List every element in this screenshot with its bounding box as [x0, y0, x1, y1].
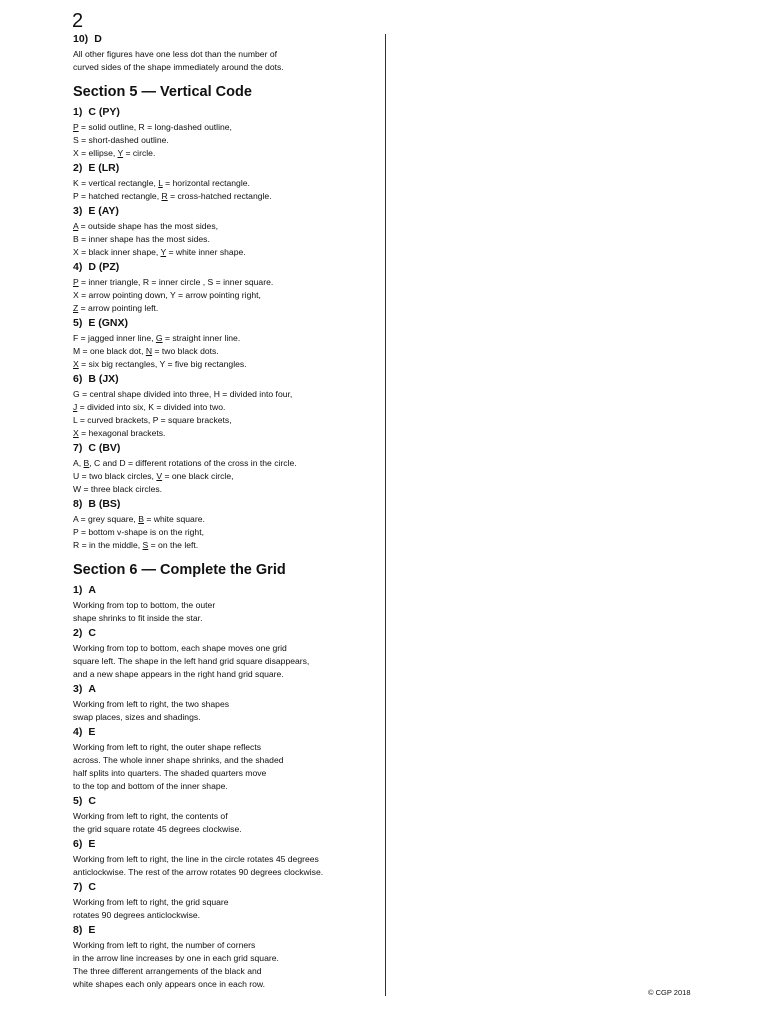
text-segment: M = one black dot, — [73, 346, 146, 356]
explanation-line — [73, 147, 373, 160]
question-heading — [73, 205, 373, 218]
explanation-line: in the arrow line increases by one in each grid square. — [73, 953, 279, 963]
text-segment: = inner triangle, R = inner circle , S = inner square. — [78, 277, 274, 287]
question-heading — [73, 106, 373, 119]
explanation-line — [73, 134, 373, 147]
text-segment: = one black circle, — [162, 471, 234, 481]
text-segment: = solid outline, R = long-dashed outline, — [78, 122, 232, 132]
question-answer: B (JX) — [88, 373, 119, 385]
text-segment: = two black dots. — [152, 346, 219, 356]
explanation-line — [73, 414, 373, 427]
answer-item — [73, 162, 373, 203]
question-answer: E (LR) — [88, 162, 120, 174]
text-segment: R = in the middle, — [73, 540, 143, 550]
question-number: 4) — [73, 726, 83, 738]
question-answer: C — [88, 795, 96, 807]
answer-item — [73, 106, 373, 160]
answer-item — [73, 838, 373, 879]
text-segment: L = curved brackets, P = square brackets, — [73, 415, 232, 425]
column-divider — [385, 34, 386, 996]
question-number: 7) — [73, 442, 83, 454]
question-heading — [73, 627, 373, 640]
explanation-line: Working from left to right, the grid square — [73, 897, 229, 907]
question-number: 7) — [73, 881, 83, 893]
explanation-line: rotates 90 degrees anticlockwise. — [73, 910, 201, 920]
question-number: 8) — [73, 498, 83, 510]
code-letter: V — [156, 471, 163, 481]
text-segment: S = short-dashed outline. — [73, 135, 169, 145]
question-answer: E (GNX) — [88, 317, 129, 329]
question-heading — [73, 584, 373, 597]
text-segment: U = two black circles, — [73, 471, 157, 481]
explanation-line — [73, 276, 373, 289]
intro-answer — [73, 33, 373, 74]
text-segment: = cross-hatched rectangle. — [167, 191, 272, 201]
text-segment: = circle. — [123, 148, 156, 158]
question-heading — [73, 726, 373, 739]
explanation-line: half splits into quarters. The shaded quarters move — [73, 768, 267, 778]
text-segment: = arrow pointing left. — [78, 303, 159, 313]
explanation-line — [73, 190, 373, 203]
question-number: 2) — [73, 162, 83, 174]
explanation-line: to the top and bottom of the inner shape. — [73, 781, 228, 791]
question-answer: C — [88, 627, 96, 639]
answer-item — [73, 498, 373, 552]
explanation-line: Working from top to bottom, the outer — [73, 600, 216, 610]
code-letter: S — [142, 540, 149, 550]
code-letter: N — [145, 346, 153, 356]
explanation-line: white shapes each only appears once in each row. — [73, 979, 266, 989]
explanation-line — [73, 388, 373, 401]
explanation-line — [73, 220, 373, 233]
question-number: 5) — [73, 795, 83, 807]
section5-title: Section 5 — Vertical Code — [73, 84, 252, 100]
explanation-line: and a new shape appears in the right hand grid square. — [73, 669, 284, 679]
question-heading — [73, 795, 373, 808]
question-answer: E — [88, 726, 96, 738]
question-number: 4) — [73, 261, 83, 273]
question-number: 1) — [73, 106, 83, 118]
question-number: 5) — [73, 317, 83, 329]
explanation-line — [73, 457, 373, 470]
copyright: © CGP 2018 — [648, 988, 691, 997]
text-segment: W = three black circles. — [73, 484, 163, 494]
answer-item — [73, 205, 373, 259]
code-letter: P — [73, 122, 79, 132]
code-letter: Y — [160, 247, 167, 257]
question-heading — [73, 881, 373, 894]
question-number: 6) — [73, 838, 83, 850]
question-answer: B (BS) — [88, 498, 121, 510]
code-letter: P — [73, 277, 79, 287]
question-answer: A — [88, 584, 96, 596]
question-number: 2) — [73, 627, 83, 639]
question-answer: C (PY) — [88, 106, 120, 118]
question-number: 6) — [73, 373, 83, 385]
explanation-line: Working from left to right, the contents of — [73, 811, 228, 821]
explanation-line — [73, 289, 373, 302]
answer-item — [73, 881, 373, 922]
text-segment: G = central shape divided into three, H = divided into four, — [73, 389, 293, 399]
explanation-line: curved sides of the shape immediately around the dots. — [73, 62, 284, 72]
question-heading — [73, 924, 373, 937]
text-segment: , C and D = different rotations of the cross in the circle. — [89, 458, 297, 468]
code-letter: Y — [117, 148, 124, 158]
explanation-line — [73, 358, 373, 371]
explanation-line: across. The whole inner shape shrinks, and the shaded — [73, 755, 284, 765]
code-letter: B — [138, 514, 144, 524]
explanation-line: the grid square rotate 45 degrees clockwise. — [73, 824, 242, 834]
section5-list — [73, 106, 373, 552]
text-segment: = white inner shape. — [166, 247, 246, 257]
answer-item — [73, 627, 373, 681]
explanation-line: swap places, sizes and shadings. — [73, 712, 201, 722]
text-segment: X = black inner shape, — [73, 247, 161, 257]
text-segment: = outside shape has the most sides, — [78, 221, 218, 231]
answer-item — [73, 726, 373, 793]
answer-item — [73, 261, 373, 315]
code-letter: X — [73, 428, 79, 438]
explanation-line — [73, 539, 373, 552]
code-letter: A — [73, 221, 79, 231]
question-heading — [73, 838, 373, 851]
explanation-line: Working from left to right, the line in the circle rotates 45 degrees — [73, 854, 319, 864]
explanation-line — [73, 332, 373, 345]
answer-item — [73, 317, 373, 371]
text-segment: = white square. — [143, 514, 205, 524]
explanation-line: Working from left to right, the two shapes — [73, 699, 230, 709]
answer-item — [73, 924, 373, 991]
explanation-line — [73, 233, 373, 246]
text-segment: K = vertical rectangle, — [73, 178, 159, 188]
text-segment: = horizontal rectangle. — [162, 178, 250, 188]
explanation-line: Working from top to bottom, each shape moves one grid — [73, 643, 287, 653]
question-heading — [73, 442, 373, 455]
question-answer: E — [88, 924, 96, 936]
explanation-line — [73, 470, 373, 483]
text-segment: = straight inner line. — [162, 333, 241, 343]
section6-list — [73, 584, 373, 991]
explanation-line: All other figures have one less dot than the number of — [73, 49, 277, 59]
explanation-line — [73, 121, 373, 134]
code-letter: G — [155, 333, 163, 343]
text-segment: = divided into six, K = divided into two. — [77, 402, 226, 412]
question-number: 10) — [73, 33, 89, 45]
question-answer: D — [94, 33, 102, 45]
text-segment: A, — [73, 458, 84, 468]
question-heading — [73, 317, 373, 330]
explanation-line: shape shrinks to fit inside the star. — [73, 613, 203, 623]
explanation-line: The three different arrangements of the black and — [73, 966, 262, 976]
explanation-line: Working from left to right, the outer shape reflects — [73, 742, 262, 752]
answer-item — [73, 683, 373, 724]
text-segment: B = inner shape has the most sides. — [73, 234, 210, 244]
text-segment: X = ellipse, — [73, 148, 118, 158]
text-segment: = six big rectangles, Y = five big rectangles. — [78, 359, 247, 369]
explanation-line — [73, 526, 373, 539]
question-heading — [73, 162, 373, 175]
explanation-line — [73, 427, 373, 440]
text-segment: F = jagged inner line, — [73, 333, 156, 343]
question-answer: C — [88, 881, 96, 893]
text-segment: P = hatched rectangle, — [73, 191, 162, 201]
explanation-line — [73, 246, 373, 259]
page-number: 2 — [72, 10, 84, 32]
question-answer: C (BV) — [88, 442, 121, 454]
code-letter: X — [73, 359, 79, 369]
explanation-line — [73, 401, 373, 414]
question-number: 3) — [73, 683, 83, 695]
question-heading — [73, 373, 373, 386]
question-number: 8) — [73, 924, 83, 936]
question-heading — [73, 33, 373, 46]
answer-item — [73, 795, 373, 836]
explanation-line — [73, 513, 373, 526]
code-letter: B — [83, 458, 90, 468]
text-segment: A = grey square, — [73, 514, 139, 524]
explanation-line — [73, 345, 373, 358]
explanation-line — [73, 483, 373, 496]
code-letter: Z — [73, 303, 79, 313]
explanation-line: anticlockwise. The rest of the arrow rotates 90 degrees clockwise. — [73, 867, 324, 877]
text-segment: = on the left. — [148, 540, 199, 550]
section6-title: Section 6 — Complete the Grid — [73, 562, 286, 578]
question-heading — [73, 683, 373, 696]
answer-item — [73, 584, 373, 625]
explanation-line — [73, 302, 373, 315]
question-answer: E — [88, 838, 96, 850]
explanation-line — [73, 177, 373, 190]
code-letter: R — [161, 191, 168, 201]
explanation-line: square left. The shape in the left hand grid square disappears, — [73, 656, 310, 666]
text-segment: X = arrow pointing down, Y = arrow pointing right, — [73, 290, 261, 300]
answer-item — [73, 442, 373, 496]
question-answer: A — [88, 683, 96, 695]
question-heading — [73, 498, 373, 511]
code-letter: J — [73, 402, 78, 412]
text-segment: = hexagonal brackets. — [78, 428, 166, 438]
answer-column — [73, 31, 373, 991]
question-number: 1) — [73, 584, 83, 596]
code-letter: L — [158, 178, 163, 188]
question-heading — [73, 261, 373, 274]
question-answer: D (PZ) — [88, 261, 120, 273]
answer-item — [73, 373, 373, 440]
text-segment: P = bottom v-shape is on the right, — [73, 527, 204, 537]
question-answer: E (AY) — [88, 205, 119, 217]
explanation-line: Working from left to right, the number of corners — [73, 940, 256, 950]
question-number: 3) — [73, 205, 83, 217]
